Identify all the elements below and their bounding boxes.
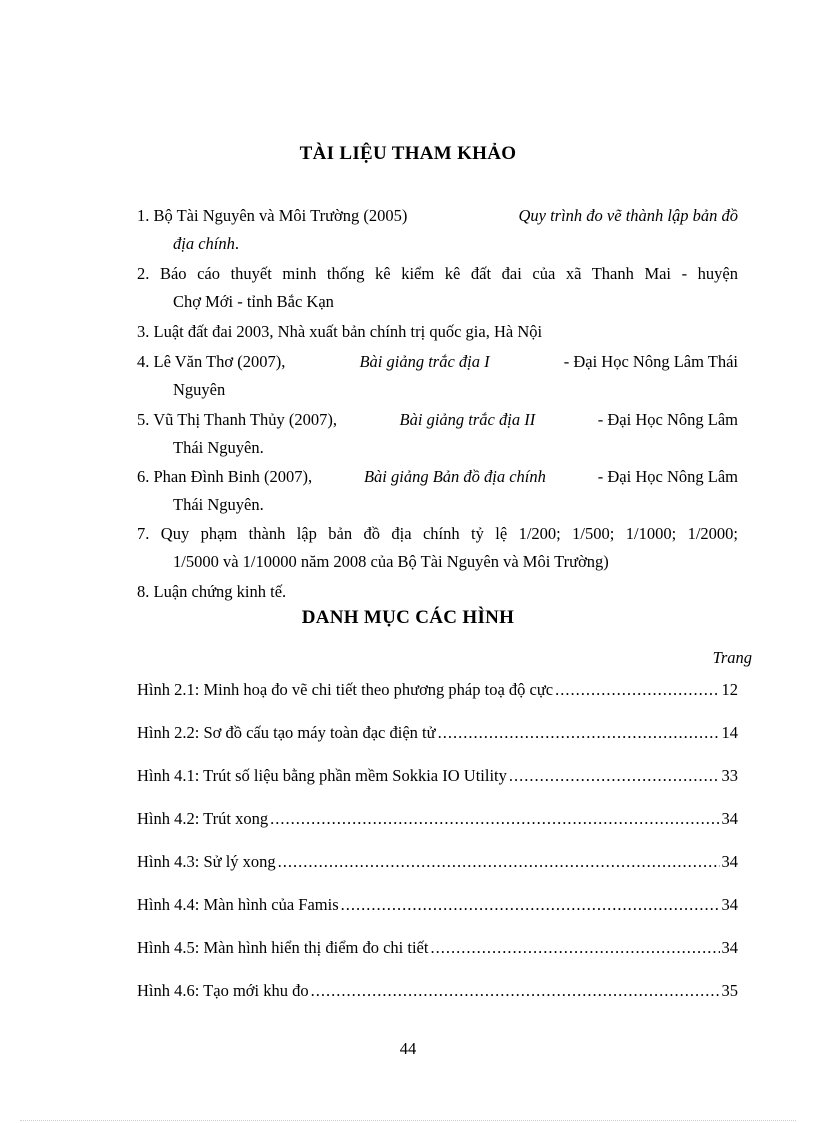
figure-page: 34	[721, 895, 738, 914]
reference-text: Thái Nguyên.	[173, 495, 264, 514]
figure-label: Hình 4.6: Tạo mới khu đo	[137, 981, 309, 1000]
figure-label: Hình 4.1: Trút số liệu bằng phần mềm Sokkia IO Utility	[137, 766, 507, 785]
reference-title-italic: Bài giảng trắc địa I	[359, 352, 490, 371]
reference-item-8	[137, 578, 738, 606]
reference-item-5	[137, 406, 738, 462]
reference-text: - Đại Học Nông Lâm	[597, 467, 738, 486]
reference-text: 4. Lê Văn Thơ (2007),	[137, 352, 286, 371]
reference-item-1	[137, 202, 738, 258]
dot-leader	[341, 895, 720, 915]
reference-text: 6. Phan Đình Binh (2007),	[137, 467, 313, 486]
reference-text: - Đại Học Nông Lâm	[597, 410, 738, 429]
figure-page: 12	[721, 680, 738, 699]
reference-text: 1. Bộ Tài Nguyên và Môi Trường (2005)	[137, 206, 408, 225]
reference-text: - Đại Học Nông Lâm Thái	[563, 352, 738, 371]
figure-entry	[137, 852, 738, 876]
dot-leader	[555, 680, 719, 700]
dot-leader	[509, 766, 720, 786]
reference-item-7	[137, 520, 738, 576]
reference-item-3	[137, 318, 738, 346]
figure-label: Hình 4.4: Màn hình của Famis	[137, 895, 339, 914]
reference-text: 8. Luận chứng kinh tế.	[137, 582, 287, 601]
figure-label: Hình 2.2: Sơ đồ cấu tạo máy toàn đạc điện tử	[137, 723, 436, 742]
figure-entry	[137, 809, 738, 833]
figure-page: 33	[721, 766, 738, 785]
reference-title-italic: địa chính	[173, 234, 235, 253]
figure-entry	[137, 680, 738, 704]
reference-title-italic: Bài giảng Bản đồ địa chính	[363, 467, 546, 486]
figure-label: Hình 4.2: Trút xong	[137, 809, 269, 828]
reference-item-6	[137, 463, 738, 519]
page-column-header: Trang	[712, 648, 752, 667]
dot-leader	[270, 809, 719, 829]
figure-page: 34	[721, 852, 738, 871]
reference-title-italic: Bài giảng trắc địa II	[399, 410, 536, 429]
reference-text: 1/5000 và 1/10000 năm 2008 của Bộ Tài Nguyên và Môi Trường)	[173, 552, 609, 571]
reference-item-4	[137, 348, 738, 404]
figure-label: Hình 4.3: Sử lý xong	[137, 852, 276, 871]
figure-entry	[137, 938, 738, 962]
figure-label: Hình 2.1: Minh hoạ đo vẽ chi tiết theo phương pháp toạ độ cực	[137, 680, 554, 699]
reference-text: .	[234, 234, 239, 253]
page-number: 44	[399, 1039, 417, 1058]
figure-entry	[137, 981, 738, 1005]
figure-page: 34	[721, 809, 738, 828]
reference-text: 7. Quy phạm thành lập bản đồ địa chính tỷ lệ 1/200; 1/500; 1/1000; 1/2000;	[137, 524, 738, 543]
reference-item-2	[137, 260, 738, 316]
reference-text: Nguyên	[173, 380, 226, 399]
dot-leader	[278, 852, 720, 872]
figure-entry	[137, 723, 738, 747]
reference-text: 2. Báo cáo thuyết minh thống kê kiểm kê đất đai của xã Thanh Mai - huyện	[137, 264, 738, 283]
figures-title: DANH MỤC CÁC HÌNH	[301, 607, 515, 628]
figure-page: 14	[721, 723, 738, 742]
figure-label: Hình 4.5: Màn hình hiển thị điểm đo chi tiết	[137, 938, 429, 957]
dot-leader	[438, 723, 720, 743]
footer-divider	[20, 1120, 796, 1121]
reference-text: 5. Vũ Thị Thanh Thủy (2007),	[137, 410, 337, 429]
figure-page: 35	[721, 981, 738, 1000]
reference-text: Chợ Mới - tỉnh Bắc Kạn	[173, 292, 334, 311]
figure-entry	[137, 766, 738, 790]
reference-title-italic: Quy trình đo vẽ thành lập bản đồ	[518, 206, 738, 225]
dot-leader	[430, 938, 719, 958]
figure-page: 34	[721, 938, 738, 957]
reference-text: 3. Luật đất đai 2003, Nhà xuất bản chính trị quốc gia, Hà Nội	[137, 322, 543, 341]
dot-leader	[311, 981, 720, 1001]
references-title: TÀI LIỆU THAM KHẢO	[299, 143, 517, 164]
figure-entry	[137, 895, 738, 919]
reference-text: Thái Nguyên.	[173, 438, 264, 457]
